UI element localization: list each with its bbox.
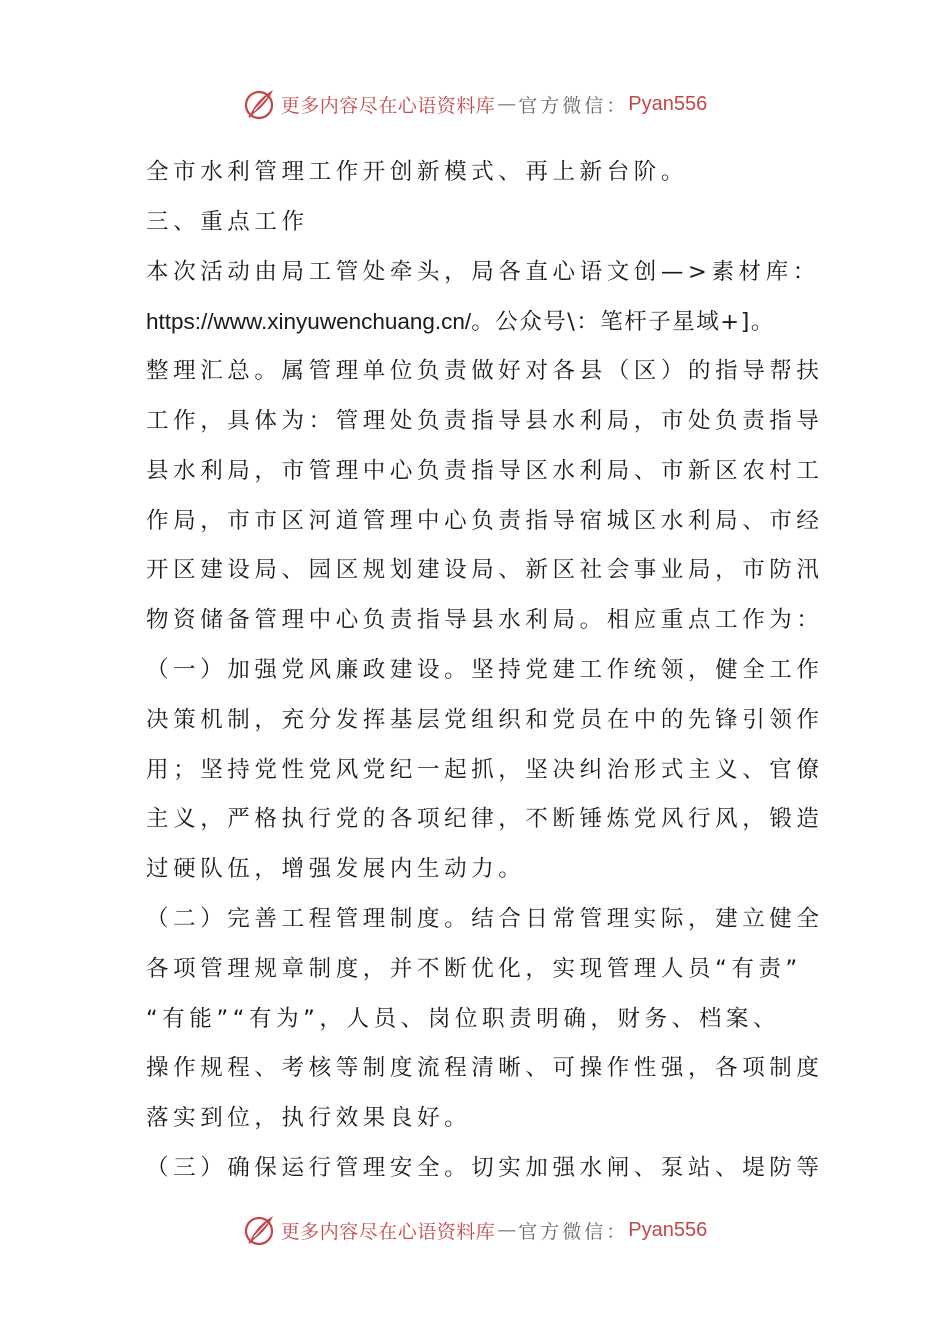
text-line: 主义，严格执行党的各项纪律，不断锤炼党风行风，锻造	[146, 806, 824, 833]
header-banner	[0, 84, 950, 124]
text-line: 全市水利管理工作开创新模式、再上新台阶。	[146, 159, 689, 185]
text-line: （一）加强党风廉政建设。坚持党建工作统领，健全工作	[146, 656, 824, 683]
text-line: 过硬队伍，增强发展内生动力。	[146, 856, 526, 883]
banner-wechat-id: Pyan556	[628, 92, 708, 115]
url-suffix-text: 。公众号\：笔杆子星域+]。	[471, 309, 775, 336]
text-line: 用；坚持党性党风党纪一起抓，坚决纠治形式主义、官僚	[146, 756, 824, 783]
banner-separator: —	[497, 93, 517, 115]
banner-separator: —	[497, 1219, 517, 1241]
text-line: 整理汇总。属管理单位负责做好对各县（区）的指导帮扶	[146, 358, 824, 385]
banner-slogan: 更多内容尽在心语资料库	[280, 1220, 496, 1243]
text-line: 三、重点工作	[146, 208, 309, 235]
document-body	[146, 148, 826, 1194]
banner-wechat-id: Pyan556	[628, 1218, 708, 1241]
text-line: 决策机制，充分发挥基层党组织和党员在中的先锋引领作	[146, 706, 824, 733]
quill-pen-seal-icon	[243, 87, 277, 121]
quill-pen-seal-icon	[243, 1213, 277, 1247]
banner-slogan: 更多内容尽在心语资料库	[280, 94, 496, 117]
banner-official-label: 官方微信：	[518, 94, 629, 117]
text-line: 本次活动由局工管处牵头，局各直心语文创—>素材库：	[146, 258, 820, 285]
text-line: 作局，市市区河道管理中心负责指导宿城区水利局、市经	[146, 507, 824, 534]
text-line: 各项管理规章制度，并不断优化，实现管理人员“有责”	[146, 955, 802, 982]
text-line: 物资储备管理中心负责指导县水利局。相应重点工作为：	[146, 607, 824, 634]
text-line: 工作，具体为：管理处负责指导县水利局，市处负责指导	[146, 407, 824, 434]
text-line: （二）完善工程管理制度。结合日常管理实际，建立健全	[146, 905, 824, 932]
footer-banner	[0, 1210, 950, 1250]
text-line	[146, 297, 826, 347]
text-line: 开区建设局、园区规划建设局、新区社会事业局，市防汛	[146, 557, 824, 584]
text-line: 县水利局，市管理中心负责指导区水利局、市新区农村工	[146, 457, 824, 484]
text-line: （三）确保运行管理安全。切实加强水闸、泵站、堤防等	[146, 1154, 824, 1181]
text-line: “有能”“有为”，人员、岗位职责明确，财务、档案、	[146, 1005, 781, 1032]
banner-official-label: 官方微信：	[518, 1220, 629, 1243]
text-line: 落实到位，执行效果良好。	[146, 1105, 472, 1132]
text-line: 操作规程、考核等制度流程清晰、可操作性强，各项制度	[146, 1055, 824, 1082]
url-text: https://www.xinyuwenchuang.cn/	[146, 309, 472, 335]
